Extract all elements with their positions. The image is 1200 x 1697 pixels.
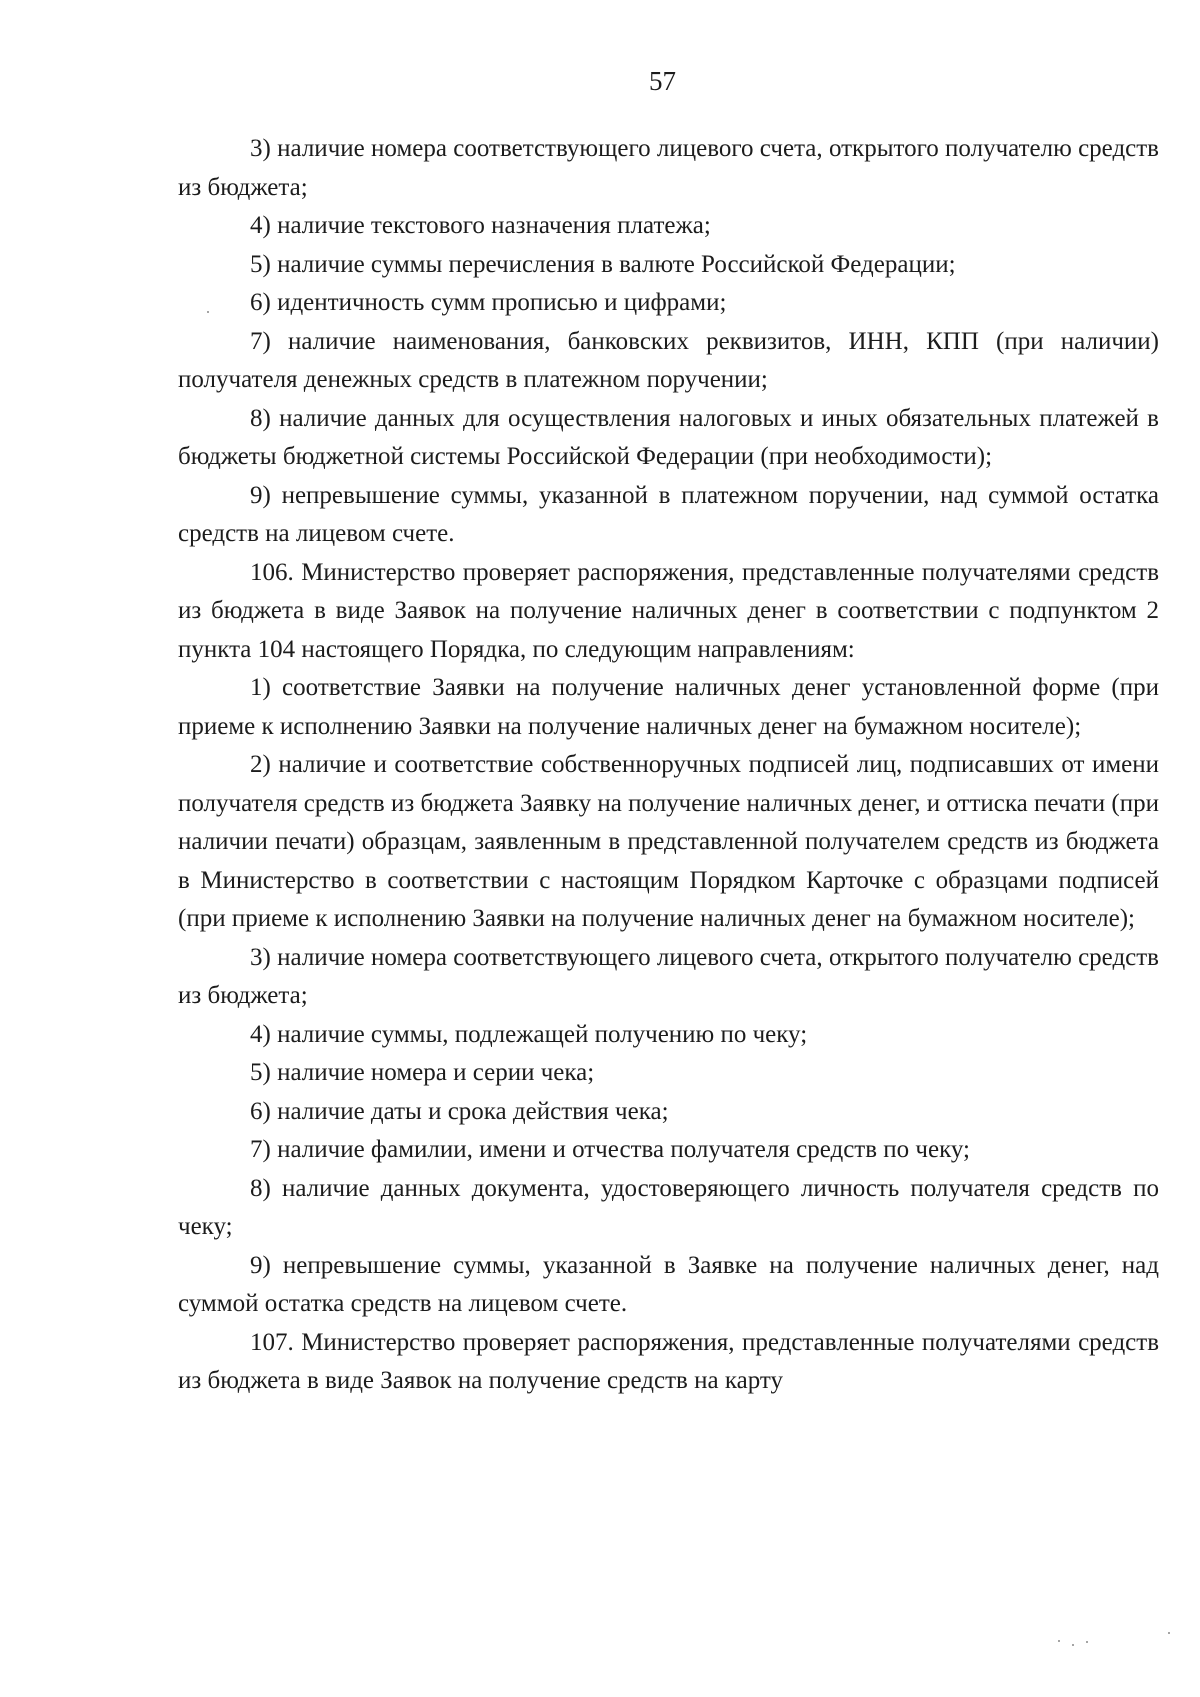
paragraph-item-3: 3) наличие номера соответствующего лицевого счета, открытого получателю средств из бюджета;	[178, 135, 1159, 201]
paragraph-106-item-6: 6) наличие даты и срока действия чека;	[250, 1097, 669, 1125]
scan-speck	[1086, 1641, 1088, 1643]
scan-speck	[207, 311, 209, 313]
paragraph-section-106: 106. Министерство проверяет распоряжения, представленные получателями средств из бюджета в виде Заявок на получение наличных денег в соответствии с подпунктом 2 пункта 104 настоящего Порядка, по следующим направлениям:	[178, 558, 1159, 663]
paragraph-item-7: 7) наличие наименования, банковских реквизитов, ИНН, КПП (при наличии) получателя денежных средств в платежном поручении;	[178, 327, 1159, 393]
paragraph-item-6: 6) идентичность сумм прописью и цифрами;	[250, 289, 727, 316]
scan-speck	[1058, 1640, 1060, 1642]
paragraph-section-107: 107. Министерство проверяет распоряжения, представленные получателями средств из бюджета в виде Заявок на получение средств на карту	[178, 1328, 1159, 1394]
scan-speck	[1168, 1632, 1170, 1634]
paragraph-106-item-9: 9) непревышение суммы, указанной в Заявке на получение наличных денег, над суммой остатка средств на лицевом счете.	[178, 1251, 1159, 1317]
paragraph-item-9: 9) непревышение суммы, указанной в платежном поручении, над суммой остатка средств на лицевом счете.	[178, 481, 1159, 547]
document-body	[178, 130, 1159, 1401]
scan-speck	[1072, 1644, 1074, 1646]
paragraph-item-4: 4) наличие текстового назначения платежа;	[250, 212, 711, 239]
page-number: 57	[649, 66, 676, 96]
paragraph-item-5: 5) наличие суммы перечисления в валюте Российской Федерации;	[250, 250, 956, 278]
paragraph-106-item-7: 7) наличие фамилии, имени и отчества получателя средств по чеку;	[250, 1136, 970, 1163]
paragraph-106-item-5: 5) наличие номера и серии чека;	[250, 1059, 595, 1086]
paragraph-106-item-4: 4) наличие суммы, подлежащей получению по чеку;	[250, 1020, 808, 1048]
paragraph-106-item-1: 1) соответствие Заявки на получение наличных денег установленной форме (при приеме к исполнению Заявки на получение наличных денег на бумажном носителе);	[178, 674, 1159, 740]
paragraph-106-item-8: 8) наличие данных документа, удостоверяющего личность получателя средств по чеку;	[178, 1174, 1159, 1240]
paragraph-item-8: 8) наличие данных для осуществления налоговых и иных обязательных платежей в бюджеты бюджетной системы Российской Федерации (при необходимости);	[178, 404, 1159, 470]
paragraph-106-item-2: 2) наличие и соответствие собственноручных подписей лиц, подписавших от имени получателя средств из бюджета Заявку на получение наличных денег, и оттиска печати (при наличии печати) образцам, заявленным в представленной получателем средств из бюджета в Министерство в соответствии с настоящим Порядком Карточке с образцами подписей (при приеме к исполнению Заявки на получение наличных денег на бумажном носителе);	[178, 751, 1159, 932]
paragraph-106-item-3: 3) наличие номера соответствующего лицевого счета, открытого получателю средств из бюджета;	[178, 943, 1159, 1009]
